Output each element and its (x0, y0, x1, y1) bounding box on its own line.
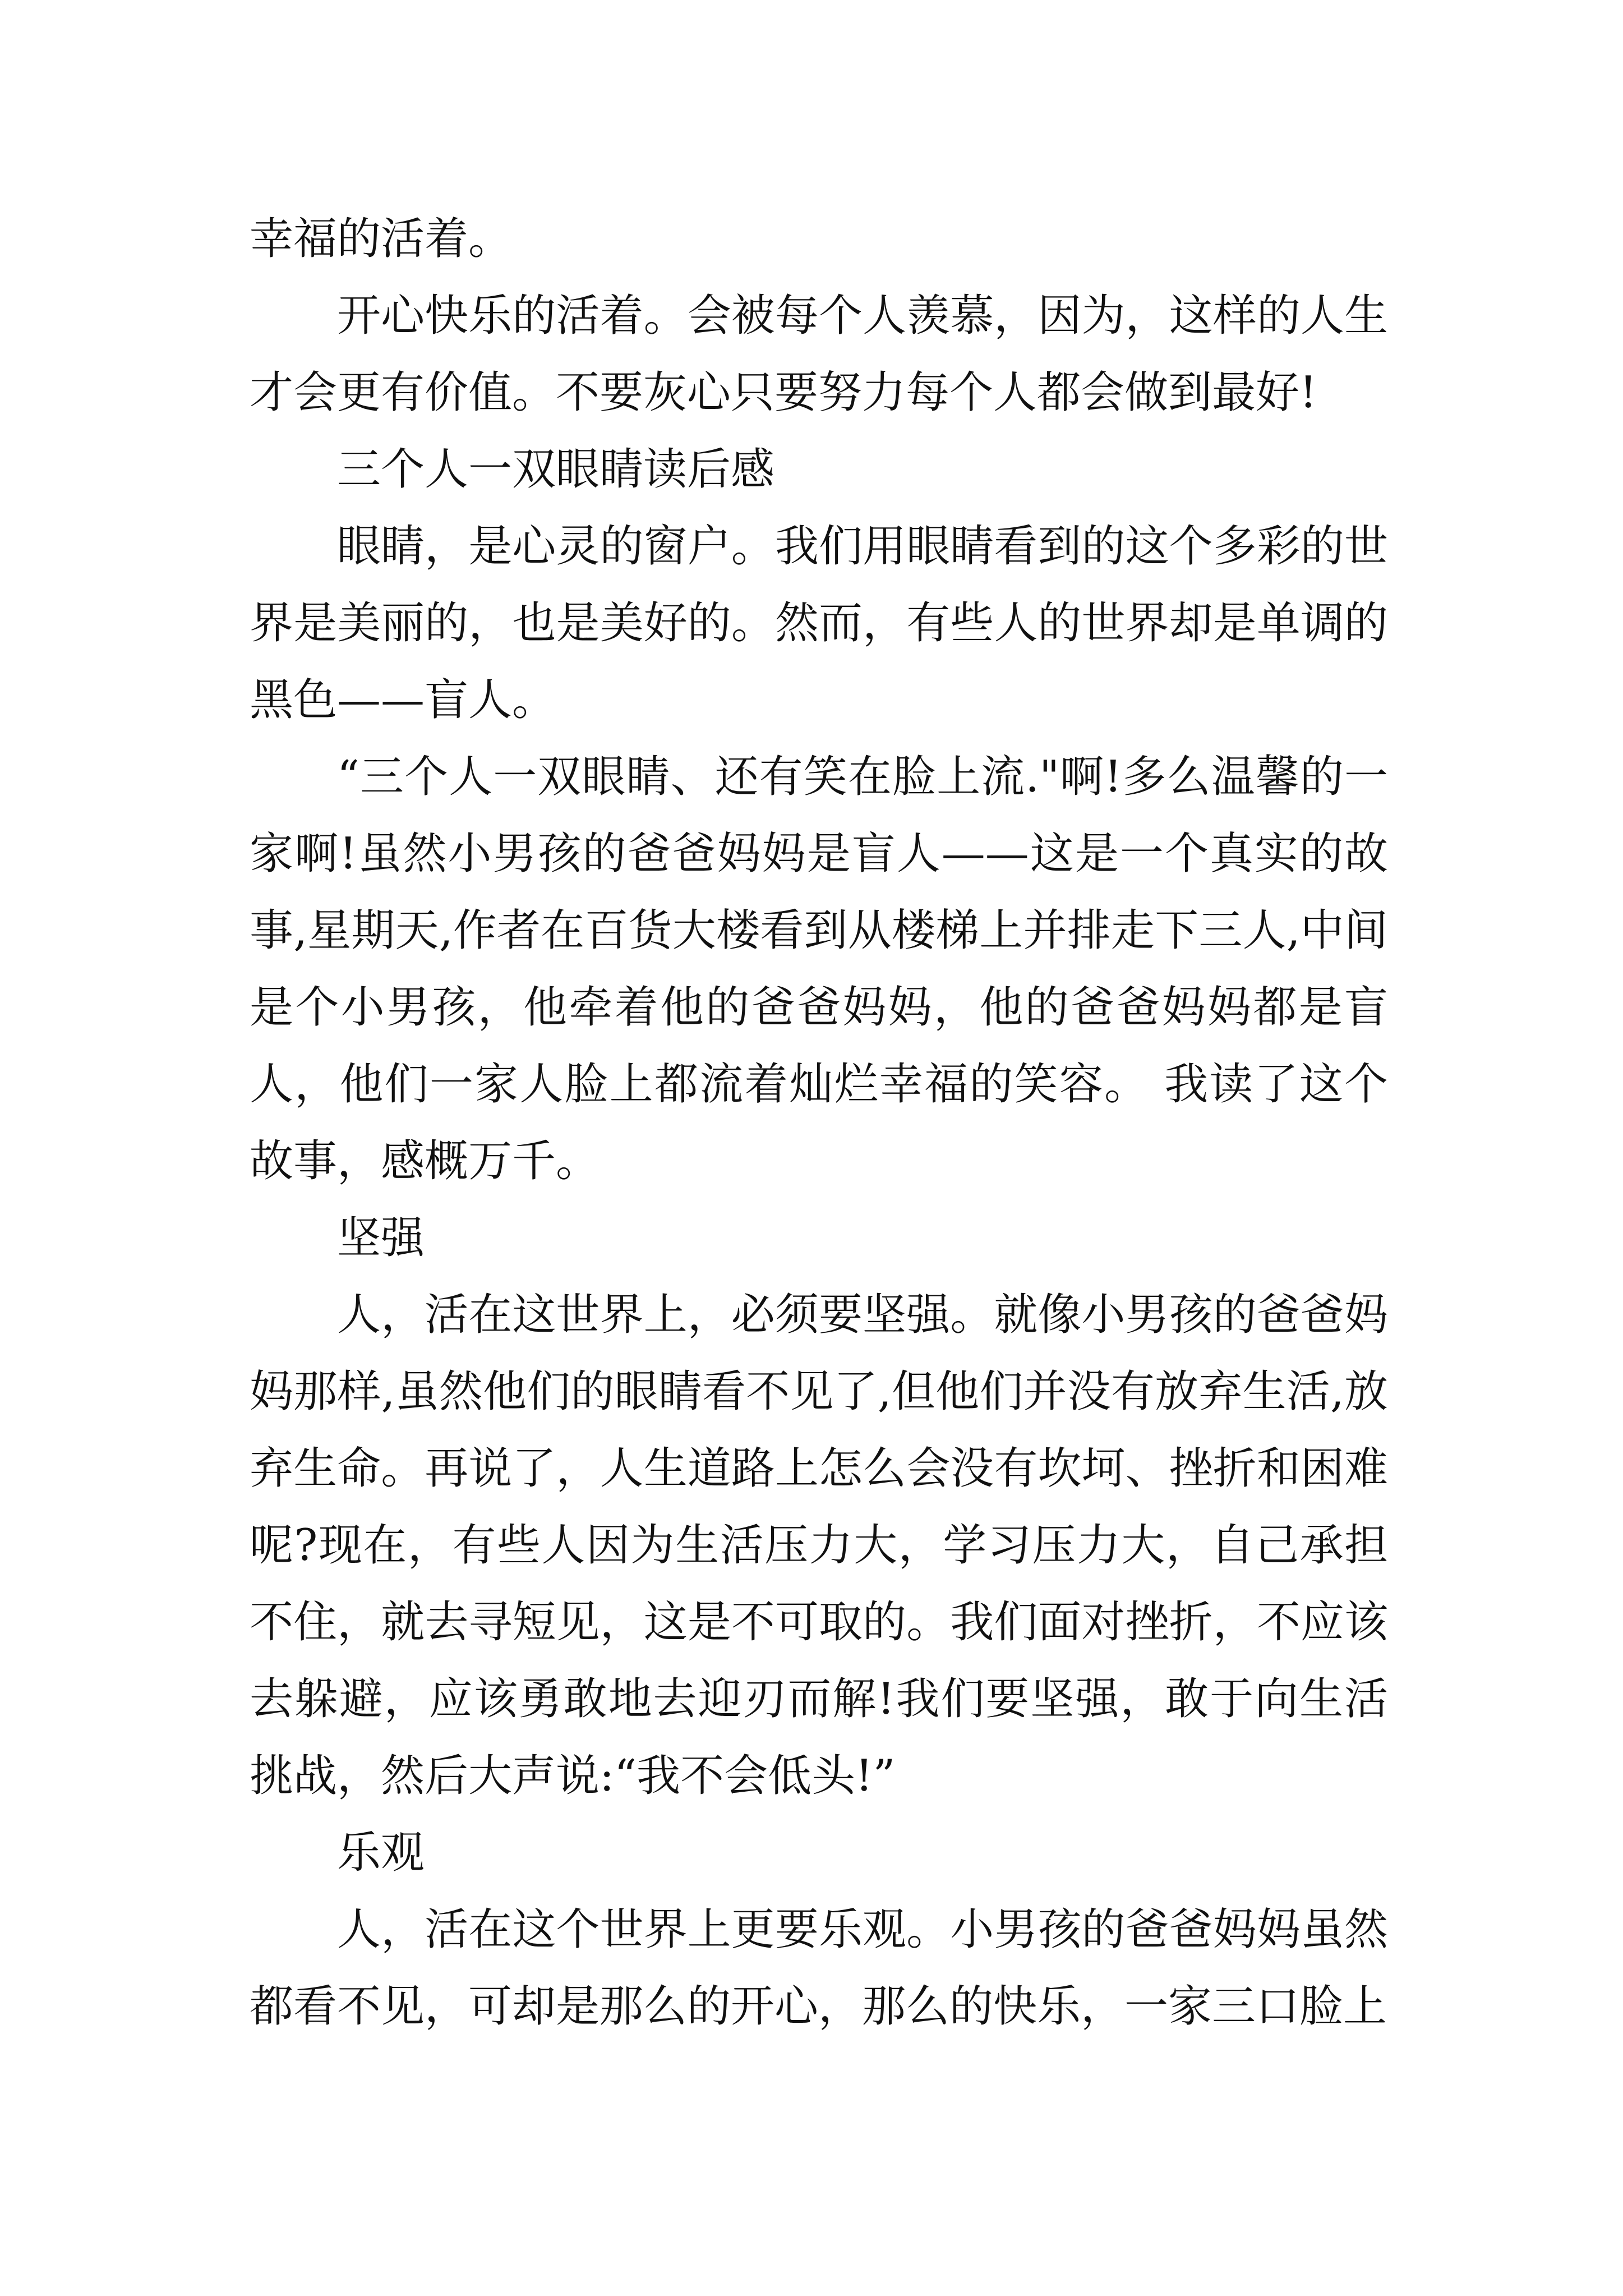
paragraph: 开心快乐的活着。会被每个人羡慕，因为，这样的人生才会更有价值。不要灰心只要努力每个人都会做到最好! (250, 291, 1388, 418)
paragraph: 人，活在这个世界上更要乐观。小男孩的爸爸妈妈虽然都看不见，可却是那么的开心，那么的快乐，一家三口脸上 (250, 1904, 1388, 2032)
paragraph: “三个人一双眼睛、还有笑在脸上流."啊!多么温馨的一家啊!虽然小男孩的爸爸妈妈是盲人——这是一个真实的故事,星期天,作者在百货大楼看到从楼梯上并排走下三人,中间是个小男孩，他牵着他的爸爸妈妈，他的爸爸妈妈都是盲人，他们一家人脸上都流着灿烂幸福的笑容。 我读了这个故事，感概万千。 (250, 752, 1388, 1186)
section-heading: 坚强 (337, 1213, 425, 1263)
paragraph: 眼睛，是心灵的窗户。我们用眼睛看到的这个多彩的世界是美丽的，也是美好的。然而，有些人的世界却是单调的黑色——盲人。 (250, 521, 1388, 725)
paragraph: 幸福的活着。 (250, 214, 513, 264)
document-page (250, 201, 1388, 2045)
paragraph: 人，活在这世界上，必须要坚强。就像小男孩的爸爸妈妈那样,虽然他们的眼睛看不见了,但他们并没有放弃生活,放弃生命。再说了，人生道路上怎么会没有坎坷、挫折和困难呢?现在，有些人因为生活压力大，学习压力大，自己承担不住，就去寻短见，这是不可取的。我们面对挫折，不应该去躲避，应该勇敢地去迎刃而解!我们要坚强，敢于向生活挑战，然后大声说:“我不会低头!” (250, 1290, 1388, 1801)
section-heading: 三个人一双眼睛读后感 (337, 444, 775, 495)
section-heading: 乐观 (337, 1828, 425, 1878)
